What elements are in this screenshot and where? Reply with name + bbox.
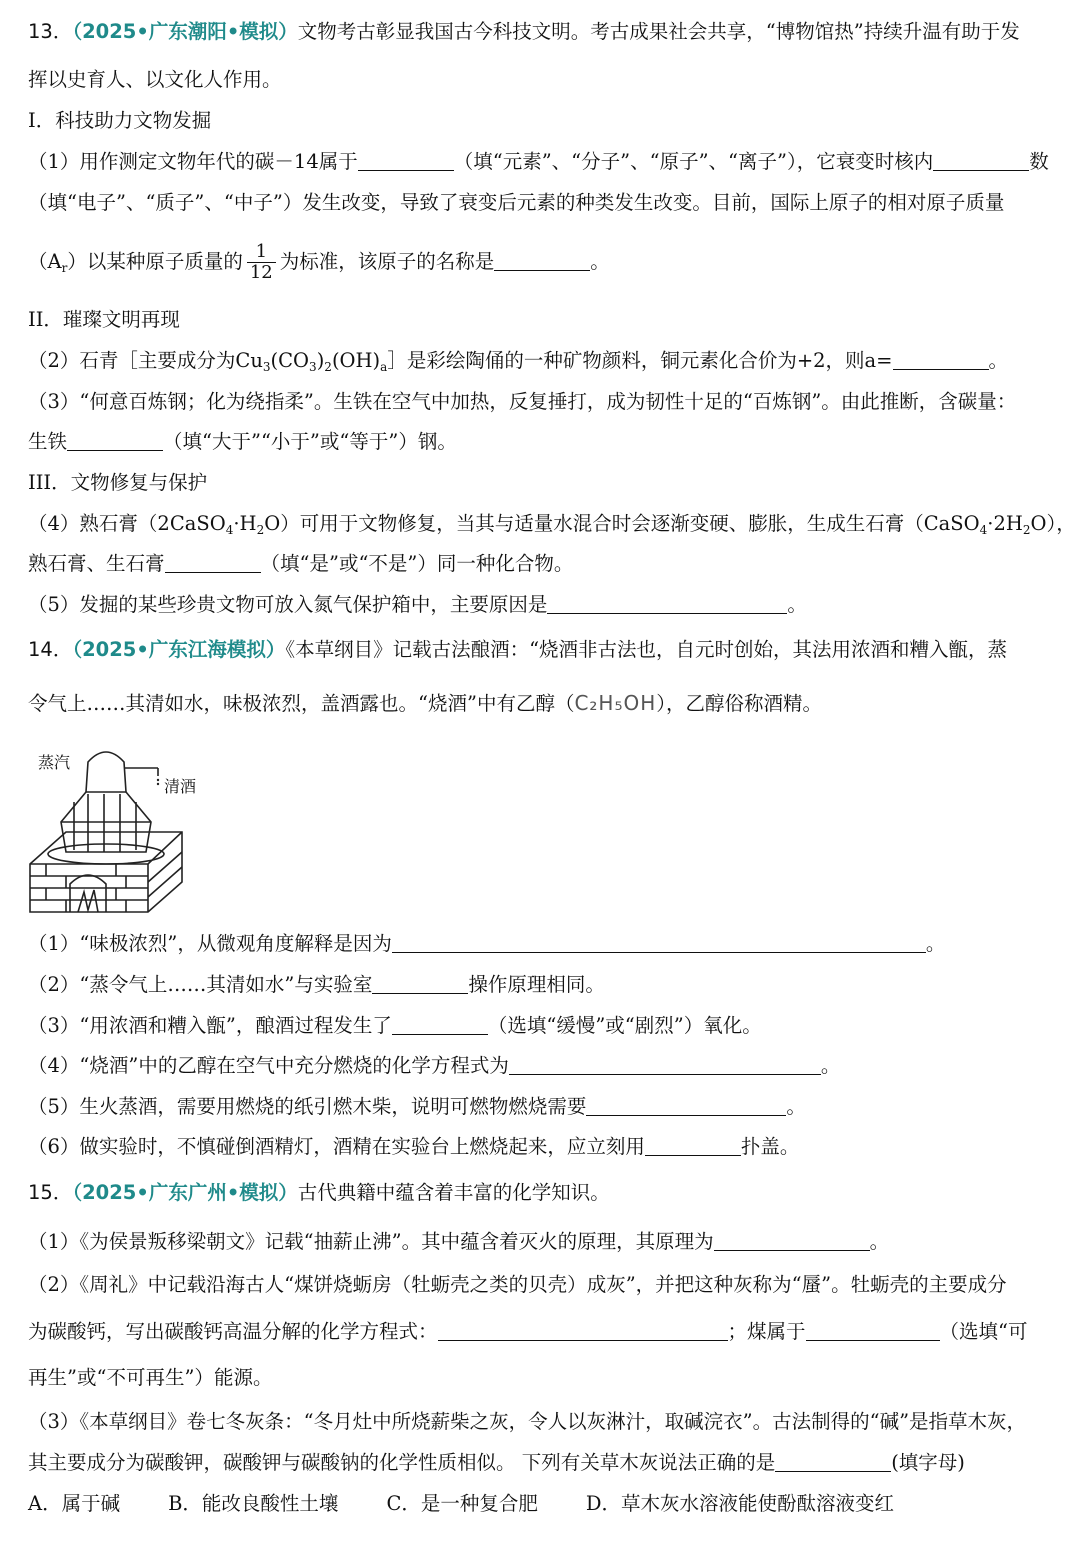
q13-part3-line2 [28,428,457,456]
q15-part1 [28,1228,889,1256]
q14-part5 [28,1093,806,1121]
text: （2）石青［主要成分为Cu [28,349,263,372]
q15-source: （2025•广东广州•模拟） [72,1181,298,1204]
fraction-numerator: 1 [247,242,276,263]
option-b[interactable]: B．能改良酸性土壤 [168,1492,339,1515]
answer-blank[interactable] [933,150,1029,171]
text: 为碳酸钙，写出碳酸钙高温分解的化学方程式： [28,1320,438,1343]
text: ) [316,349,325,372]
text: 其主要成分为碳酸钾，碳酸钾与碳酸钠的化学性质相似。 下列有关草木灰说法正确的是 [28,1451,776,1474]
text: (CO [270,349,310,372]
text: ；煤属于 [727,1320,806,1343]
steam-label: 蒸汽 [38,753,71,772]
subscript: 4 [225,523,234,537]
text: （填“大于”“小于”或“等于”）钢。 [163,430,457,453]
text: 熟石膏、生石膏 [28,552,165,575]
text: 。 [590,250,610,273]
q13-section-1: I．科技助力文物发掘 [28,109,212,132]
answer-blank[interactable] [586,1095,786,1116]
text: （ [939,1320,960,1343]
q13-part3-line1: （3）“何意百炼钢；化为绕指柔”。生铁在空气中加热，反复捶打，成为韧性十足的“百炼钢”。由此推断，含碳量： [28,390,1017,413]
q13-part1-line1 [28,148,1049,176]
text: 成灰”，并把这种灰称为“蜃”。牡蛎壳的主要成分 [586,1273,1007,1296]
answer-blank[interactable] [392,1014,488,1035]
option-a[interactable]: A．属于碱 [28,1492,121,1515]
q13-line-1 [28,18,1020,46]
answer-blank[interactable] [547,593,787,614]
subscript: 3 [262,360,271,374]
q15-intro: 古代典籍中蕴含着丰富的化学知识。 [297,1181,610,1204]
q13-source: （2025•广东潮阳•模拟） [72,20,298,43]
q15-part3-line2 [28,1449,965,1477]
q13-section-2: II．璀璨文明再现 [28,308,180,331]
text: 。 [820,1054,841,1077]
text: （1）《为侯景叛移梁朝文》记载“抽薪止沸”。其中蕴含着灭火的原理，其原理为 [28,1230,714,1253]
text: （5）发掘的某些珍贵文物可放入氮气保护箱中，主要原因是 [28,593,548,616]
text: 能源。 [213,1366,273,1389]
text: 数 [1029,150,1049,173]
text: ），乙醇俗称酒精。 [656,692,823,715]
text: ）以某种原子质量的 [67,250,243,273]
q14-part4 [28,1052,840,1080]
q13-part5 [28,591,807,619]
text: O）， [1030,512,1076,535]
text: 。 [869,1230,890,1253]
q13-part4-line1 [28,510,1076,544]
q15-part2-line2 [28,1318,1028,1346]
text: （ [391,1273,412,1296]
ethanol-formula: C₂H₅OH [574,691,657,715]
text: （2）“蒸令气上……其清如水”与实验室 [28,973,373,996]
answer-blank[interactable] [714,1230,870,1251]
text: 。 [786,1095,806,1118]
answer-blank[interactable] [806,1320,940,1341]
text: ） [567,1273,587,1296]
text: （填“元素”、“分子”、“原子”、“离子”），它衰变时核内 [453,150,934,173]
answer-blank[interactable] [645,1135,741,1156]
q13-part4-line2 [28,550,573,578]
text: ］是彩绘陶俑的一种矿物颜料，铜元素化合价为+2，则a= [387,349,893,372]
answer-blank[interactable] [775,1451,891,1472]
text: （1）“味极浓烈”，从微观角度解释是因为 [28,932,392,955]
text: (填字母) [891,1451,965,1474]
subscript: r [61,261,68,275]
text: ·H [233,512,257,535]
text: （6）做实验时，不慎碰倒酒精灯，酒精在实验台上燃烧起来，应立刻用 [28,1135,645,1158]
answer-blank[interactable] [494,250,590,271]
q13-intro-1: 文物考古彰显我国古今科技文明。考古成果社会共享，“博物馆热”持续升温有助于发 [297,20,1020,43]
subscript: 2 [1022,523,1031,537]
q15-part2-line3 [28,1364,272,1392]
text: （A [28,250,62,273]
text: 。 [988,349,1009,372]
q14-source: （2025•广东江海模拟） [72,638,286,661]
q13-part1-line2: （填“电子”、“质子”、“中子”）发生改变，导致了衰变后元素的种类发生改变。目前，国际上原子的相对原子质量 [28,191,1005,214]
subscript: 4 [979,523,988,537]
q13-number: 13． [28,20,73,43]
text: （4）“烧酒”中的乙醇在空气中充分燃烧的化学方程式为 [28,1054,509,1077]
q13-intro-2: 挥以史育人、以文化人作用。 [28,68,282,91]
text: 扑盖。 [740,1135,800,1158]
answer-blank[interactable] [372,973,468,994]
distillation-figure [26,732,216,922]
option-c[interactable]: C．是一种复合肥 [386,1492,538,1515]
text: （4）熟石膏（2CaSO [28,512,226,535]
text: ·2H [987,512,1023,535]
q15-options [28,1490,894,1518]
q15-number: 15． [28,1181,73,1204]
text: 牡蛎壳之类的贝壳 [411,1273,568,1296]
subscript: 2 [256,523,265,537]
subscript: 3 [309,360,317,374]
text: 生铁 [28,430,68,453]
q14-line-1 [28,636,1007,664]
text: 。 [925,932,946,955]
text: 选填“可 [959,1320,1028,1343]
text: （1）用作测定文物年代的碳－14属于 [28,150,358,173]
q13-part2 [28,347,1008,381]
text: 再生”或“不可再生” [28,1366,195,1389]
q13-section-3: III．文物修复与保护 [28,471,208,494]
option-d[interactable]: D．草木灰水溶液能使酚酞溶液变红 [585,1492,894,1515]
q14-number: 14． [28,638,73,661]
q14-part1 [28,930,945,958]
text: （选填“缓慢”或“剧烈”）氧化。 [487,1014,762,1037]
text: (OH) [331,349,381,372]
q14-part2 [28,971,605,999]
text: （5）生火蒸酒，需要用燃烧的纸引燃木柴，说明可燃物燃烧需要 [28,1095,587,1118]
fraction [247,242,276,283]
answer-blank[interactable] [509,1054,821,1075]
fraction-denominator: 12 [249,262,273,283]
text: ） [194,1366,214,1389]
subscript: a [380,360,388,374]
q14-part6 [28,1133,799,1161]
text: （2）《周礼》中记载沿海古人“煤饼烧蛎房 [28,1273,392,1296]
text: 令气上……其清如水，味极浓烈，盖酒露也。“烧酒”中有乙醇（ [28,692,575,715]
answer-blank[interactable] [438,1320,728,1341]
q14-intro-2 [28,689,822,718]
liquor-label: 清酒 [164,777,197,796]
answer-blank[interactable] [358,150,454,171]
q15-part2-line1 [28,1271,1007,1299]
text: 。 [787,593,807,616]
answer-blank[interactable] [392,932,926,953]
q15-line-1 [28,1179,610,1207]
answer-blank[interactable] [67,430,163,451]
text: 操作原理相同。 [468,973,605,996]
q15-part3-line1: （3）《本草纲目》卷七冬灰条：“冬月灶中所烧薪柴之灰，令人以灰淋汁，取碱浣衣”。古法制得的“碱”是指草木灰， [28,1410,1027,1433]
q14-intro-1: 《本草纲目》记载古法酿酒：“烧酒非古法也，自元时创始，其法用浓酒和糟入甑，蒸 [285,638,1008,661]
text: 为标准，该原子的名称是 [279,250,495,273]
text: O）可用于文物修复，当其与适量水混合时会逐渐变硬、膨胀，生成生石膏（CaSO [264,512,980,535]
answer-blank[interactable] [893,349,989,370]
text: （3）“用浓酒和糟入甑”，酿酒过程发生了 [28,1014,392,1037]
q13-part1-line3 [28,240,610,290]
answer-blank[interactable] [165,552,261,573]
text: （填“是”或“不是”）同一种化合物。 [260,552,574,575]
subscript: 2 [324,360,332,374]
q14-part3 [28,1012,762,1040]
